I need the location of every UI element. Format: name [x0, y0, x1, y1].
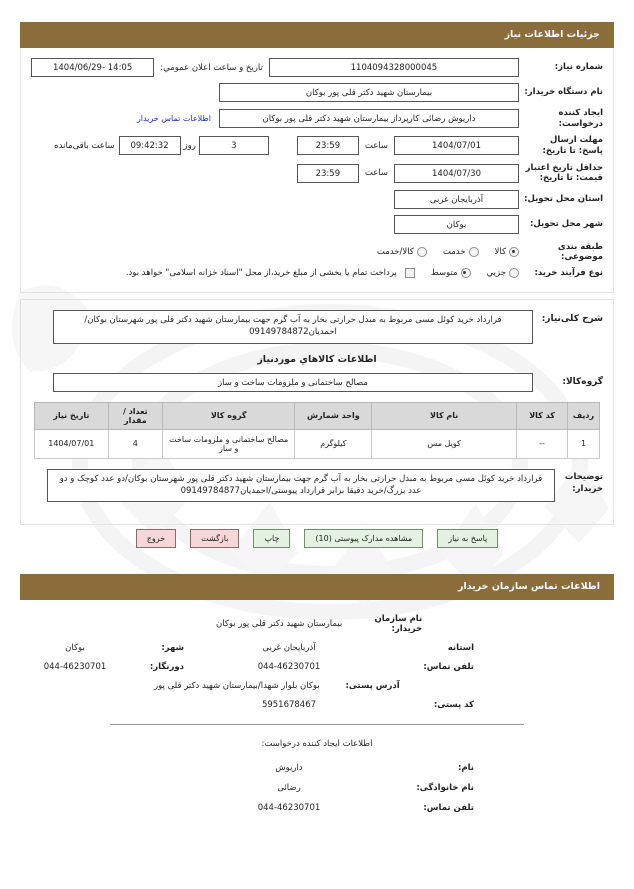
validity-date-value: 1404/07/30	[394, 164, 519, 183]
contact-address-label: آدرس پستی:	[345, 681, 400, 692]
cell-quantity: 4	[108, 429, 162, 458]
process-type-option-label: جزيي	[486, 268, 506, 279]
classification-option-label: خدمت	[442, 247, 466, 258]
th-unit: واحد شمارش	[295, 402, 372, 429]
requester-name-value: داریوش	[275, 763, 303, 774]
respond-to-need-button[interactable]: پاسخ به نیاز	[437, 529, 498, 548]
radio-icon[interactable]	[509, 247, 519, 257]
radio-icon[interactable]	[461, 268, 471, 278]
row-buyer-notes	[31, 469, 603, 503]
goods-group-label: گروه‌کالا:	[562, 377, 603, 388]
print-button[interactable]: چاپ	[253, 529, 290, 548]
process-type-option-medium[interactable]	[431, 268, 471, 278]
row-deadline	[31, 135, 603, 156]
row-summary	[31, 310, 603, 344]
cell-item-code: --	[517, 429, 568, 458]
contact-org-value: بیمارستان شهید دکتر قلی پور بوکان	[216, 619, 343, 630]
contact-city-value: بوکان	[65, 643, 85, 654]
summary-label: شرح کلی‌نیاز:	[541, 313, 603, 324]
contact-phone-value: 044-46230701	[257, 662, 321, 673]
buyer-notes-label: توضیحات خریدار:	[564, 471, 603, 494]
requester-section-title: اطلاعات ایجاد کننده درخواست:	[261, 739, 373, 750]
need-number-label: شماره نياز:	[554, 62, 603, 73]
contact-province-value: آذربایجان غربی	[262, 643, 316, 654]
creator-value: داریوش رضائی کارپرداز بیمارستان شهید دکتر قلی پور بوکان	[219, 109, 519, 128]
row-requester-family	[20, 783, 614, 793]
classification-option-label: کالا	[494, 247, 506, 258]
cell-unit: کیلوگرم	[295, 429, 372, 458]
row-classification	[31, 242, 603, 263]
classification-option-goods-service[interactable]	[377, 247, 427, 257]
contact-org-label: نام سازمان خریدار:	[374, 614, 423, 635]
buyer-contact-link[interactable]: اطلاعات تماس خریدار	[136, 114, 211, 124]
deadline-time-label: ساعت	[364, 140, 388, 151]
table-row	[35, 429, 600, 458]
classification-option-label: کالا/خدمت	[376, 247, 414, 258]
treasury-docs-checkbox-wrap[interactable]	[405, 268, 415, 278]
buyer-org-value: بیمارستان شهید دکتر قلی پور بوکان	[219, 83, 519, 102]
th-group: گروه کالا	[163, 402, 295, 429]
radio-icon[interactable]	[417, 247, 427, 257]
contact-address-value: بوکان بلوار شهدا/بیمارستان شهید دکتر قلی پور	[154, 681, 320, 692]
validity-time-value: 23:59	[297, 164, 359, 183]
contact-city-label: شهر:	[161, 643, 184, 654]
table-header-row	[35, 402, 600, 429]
row-contact-postal	[20, 700, 614, 710]
row-delivery-province	[31, 190, 603, 209]
contact-postal-value: 5951678467	[261, 700, 317, 711]
th-need-date: تاریخ نیاز	[35, 402, 109, 429]
classification-option-service[interactable]	[443, 247, 479, 257]
cell-item-name: کویل مس	[372, 429, 517, 458]
buyer-org-label: نام دستگاه خریدار:	[524, 87, 603, 98]
back-button[interactable]: بازگشت	[190, 529, 239, 548]
contact-postal-label: کد پستی:	[433, 700, 474, 711]
announce-value: 14:05 -1404/06/29	[31, 58, 154, 77]
remaining-clock-value: 09:42:32	[119, 136, 181, 155]
city-value: بوکان	[394, 215, 519, 234]
validity-time-label: ساعت	[364, 168, 388, 179]
action-button-bar	[12, 529, 622, 548]
row-requester-name	[20, 763, 614, 773]
requester-name-label: نام:	[457, 763, 474, 774]
need-details-panel	[20, 48, 614, 293]
process-type-option-label: متوسط	[430, 268, 458, 279]
goods-info-title: اطلاعات کالاهاي موردنياز	[257, 353, 377, 365]
divider	[110, 724, 524, 725]
row-contact-address	[20, 681, 614, 691]
row-need-number	[31, 58, 603, 77]
radio-icon[interactable]	[509, 268, 519, 278]
cell-need-date: 1404/07/01	[35, 429, 109, 458]
row-contact-phone	[20, 662, 614, 672]
buyer-contact-body	[20, 600, 614, 827]
th-item-name: نام کالا	[372, 402, 517, 429]
need-number-value: 1104094328000045	[269, 58, 519, 77]
exit-button[interactable]: خروج	[136, 529, 176, 548]
view-attached-docs-button[interactable]: مشاهده مدارک پیوستی (10)	[304, 529, 423, 548]
row-contact-province	[20, 643, 614, 653]
announce-label: تاریخ و ساعت اعلان عمومي:	[160, 62, 263, 73]
row-process-type	[31, 268, 603, 279]
row-contact-org	[20, 614, 614, 634]
need-details-header: جزئیات اطلاعات نیاز	[20, 22, 614, 48]
creator-label: ایجاد کننده درخواست:	[558, 108, 603, 129]
cell-radif: 1	[568, 429, 600, 458]
contact-province-label: استانه	[447, 643, 474, 654]
deadline-time-value: 23:59	[297, 136, 359, 155]
city-label: شهر محل تحویل:	[530, 218, 603, 229]
classification-option-goods[interactable]	[495, 247, 519, 257]
row-creator	[31, 108, 603, 129]
th-radif: ردیف	[568, 402, 600, 429]
row-buyer-org	[31, 83, 603, 102]
deadline-date-value: 1404/07/01	[394, 136, 519, 155]
process-type-option-minor[interactable]	[487, 268, 519, 278]
row-delivery-city	[31, 215, 603, 234]
buyer-contact-header: اطلاعات تماس سازمان خریدار	[20, 574, 614, 600]
deadline-label: مهلت ارسال پاسخ: تا تاریخ:	[542, 135, 603, 156]
validity-label: حداقل تاریخ اعتبار قیمت: تا تاریخ:	[525, 162, 603, 184]
requester-family-label: نام خانوادگی:	[416, 783, 474, 794]
summary-value: قرارداد خرید کوئل مسی مربوط به مبدل حرارتی بخار به آب گرم جهت بیمارستان شهید دکتر قلی پور شهرستان بوکان/احمدیان09149784872	[53, 310, 533, 344]
th-item-code: کد کالا	[517, 402, 568, 429]
province-label: استان محل تحویل:	[524, 193, 603, 204]
buyer-notes-value: قرارداد خرید کوئل مسی مربوط به مبدل حرارتی بخار به آب گرم جهت بیمارستان شهید دکتر قلی پور شهرستان بوکان/دو عدد کوچک و دو عدد بزرگ/خرید دقیقا برابر قرارداد پیوستی/احمدیان09149784877	[47, 469, 555, 503]
goods-panel	[20, 299, 614, 526]
row-goods-group	[31, 373, 603, 392]
contact-phone-label: تلفن تماس:	[423, 662, 474, 673]
treasury-docs-note: پرداخت تمام یا بخشی از مبلغ خرید،از محل "اسناد خزانه اسلامی" خواهد بود.	[125, 268, 397, 279]
th-quantity: تعداد / مقدار	[108, 402, 162, 429]
process-type-label: نوع فرآیند خرید:	[534, 268, 603, 278]
province-value: آذربایجان غربی	[394, 190, 519, 209]
requester-phone-label: تلفن تماس:	[423, 803, 474, 814]
classification-label: طبقه بندی موضوعی:	[557, 241, 603, 263]
checkbox-icon[interactable]	[405, 268, 415, 278]
contact-fax-value: 044-46230701	[43, 662, 107, 673]
requester-family-value: رضائی	[277, 783, 301, 794]
remaining-days-label: روز	[183, 140, 196, 151]
remaining-hours-label: ساعت باقی‌مانده	[54, 140, 115, 151]
page-root	[0, 22, 634, 889]
items-table	[34, 402, 600, 459]
goods-group-value: مصالح ساختمانی و ملزومات ساخت و ساز	[53, 373, 533, 392]
radio-icon[interactable]	[469, 247, 479, 257]
requester-phone-value: 044-46230701	[257, 803, 321, 814]
remaining-days-value: 3	[199, 136, 269, 155]
row-requester-phone	[20, 803, 614, 813]
row-price-validity	[31, 163, 603, 184]
contact-fax-label: دورنگار:	[149, 662, 184, 673]
cell-group: مصالح ساختمانی و ملزومات ساخت و ساز	[163, 429, 295, 458]
